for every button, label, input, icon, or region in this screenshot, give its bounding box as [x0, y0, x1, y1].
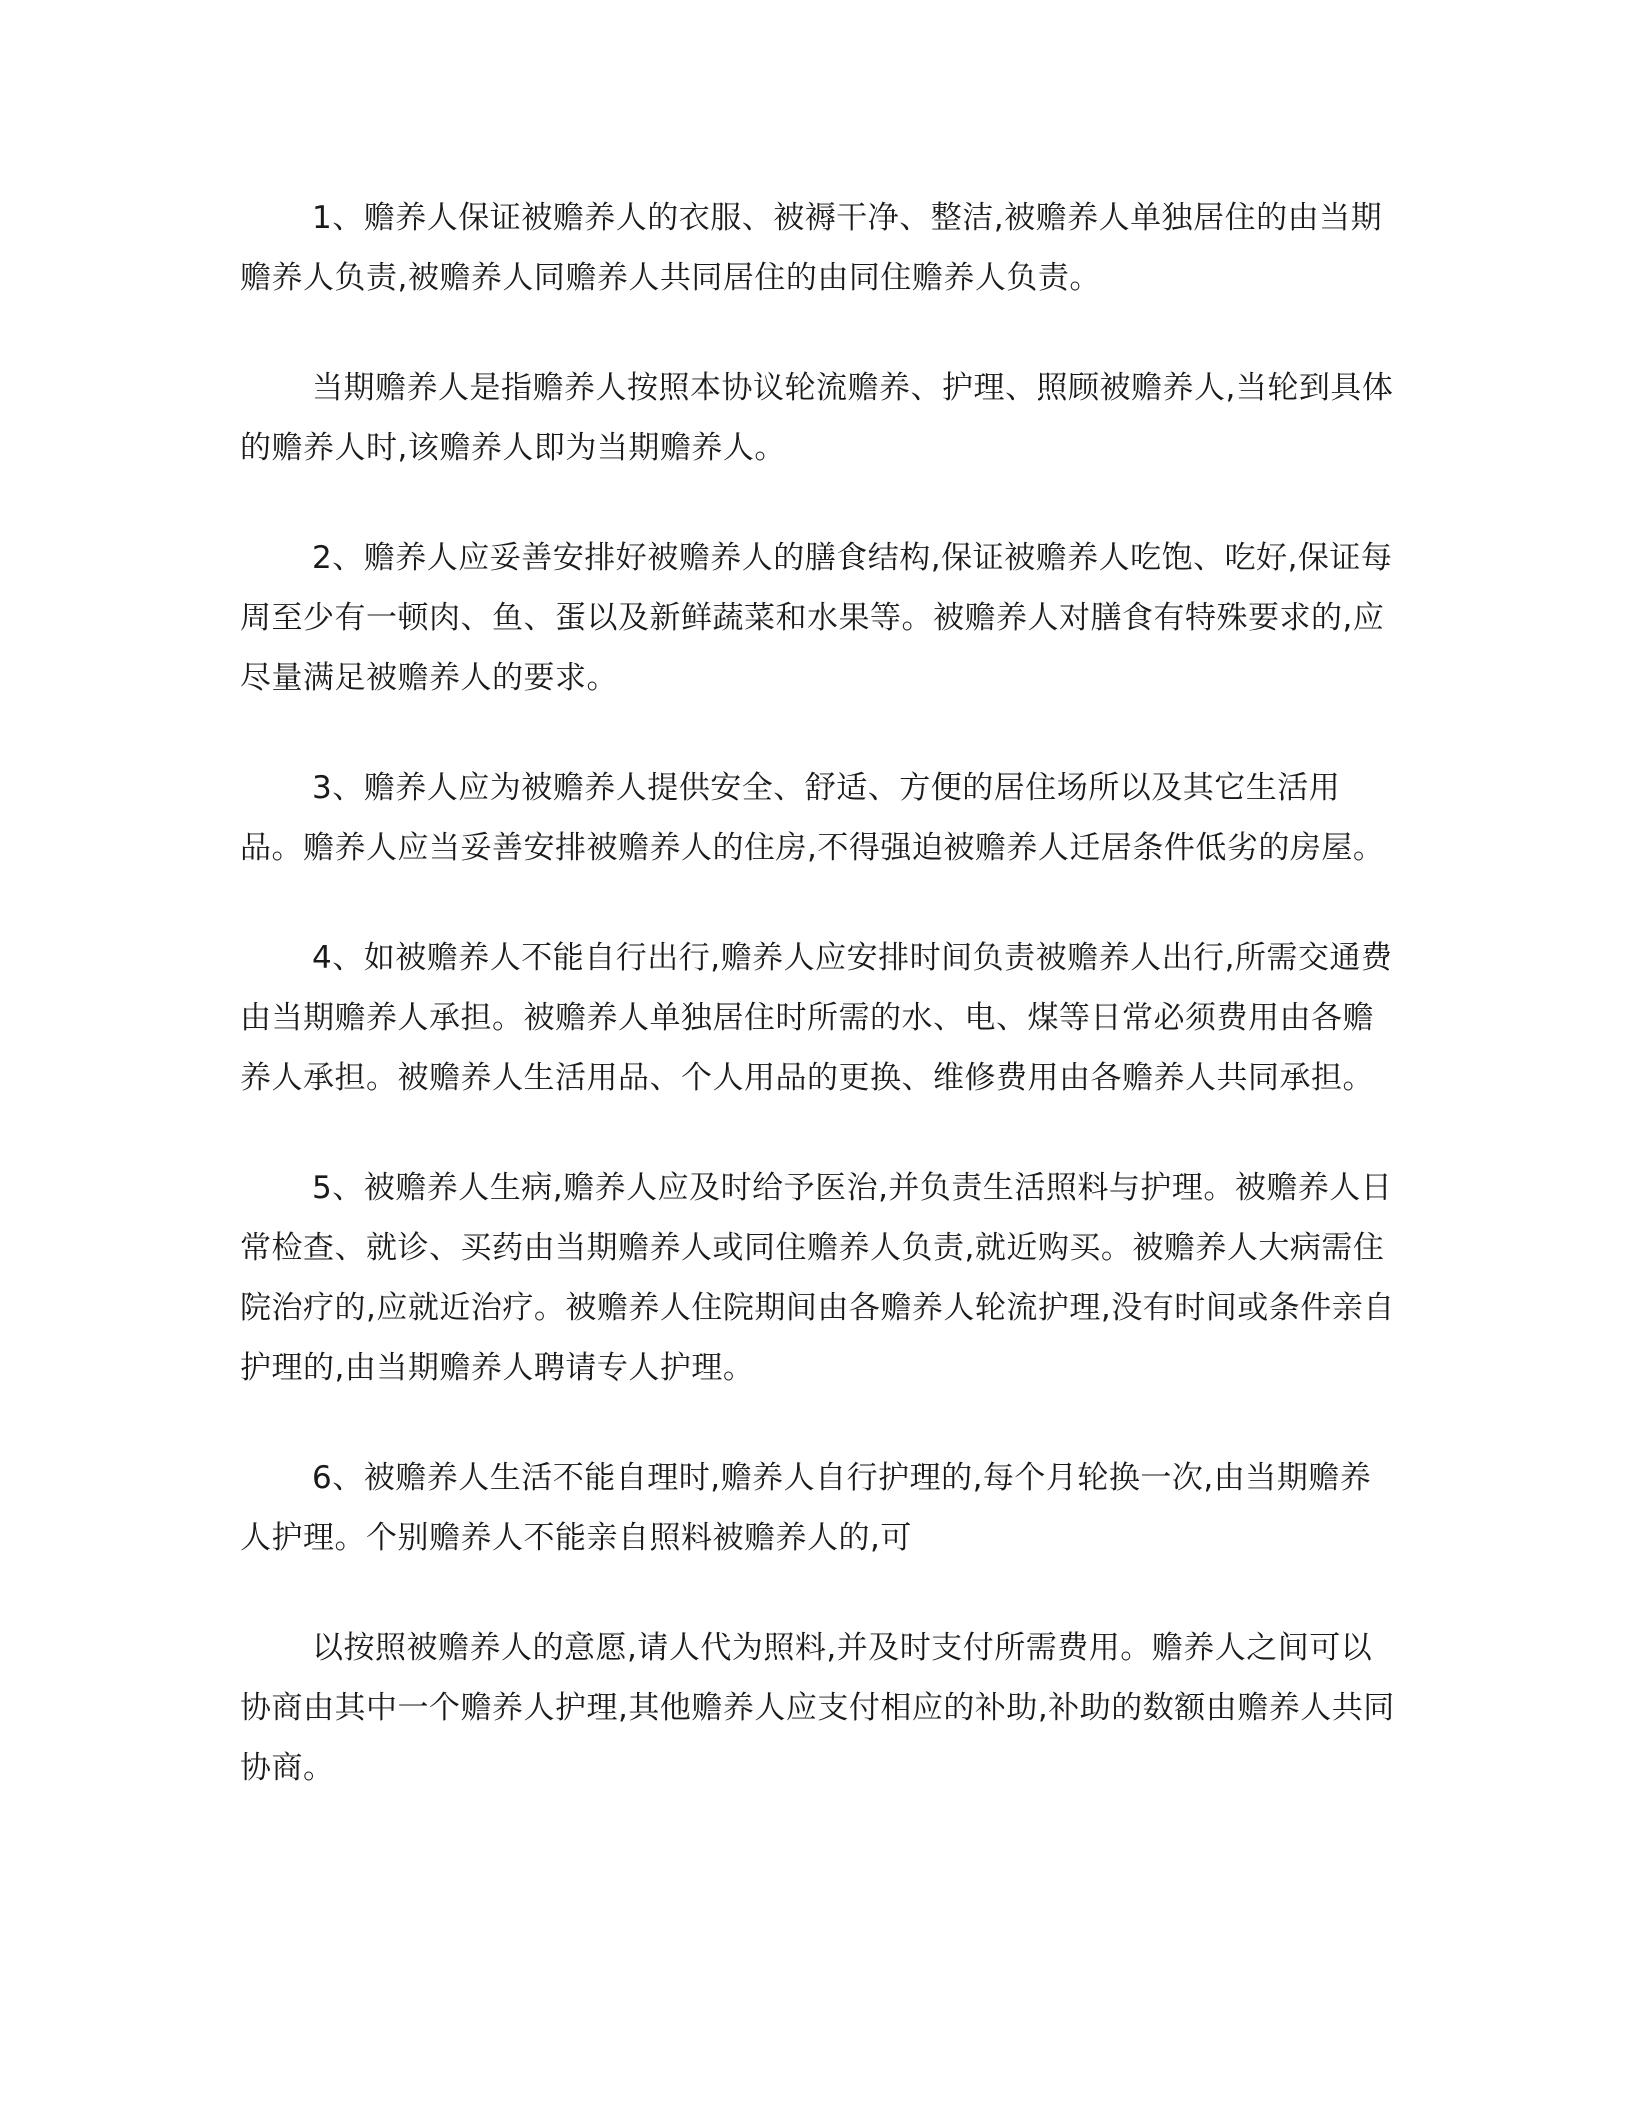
paragraph-5: 4、如被赡养人不能自行出行,赡养人应安排时间负责被赡养人出行,所需交通费由当期赡养人承担。被赡养人单独居住时所需的水、电、煤等日常必须费用由各赡养人承担。被赡养人生活用品、个人用品的更换、维修费用由各赡养人共同承担。: [240, 940, 1393, 1096]
document-body: [240, 188, 1400, 1848]
paragraph-6: 5、被赡养人生病,赡养人应及时给予医治,并负责生活照料与护理。被赡养人日常检查、就诊、买药由当期赡养人或同住赡养人负责,就近购买。被赡养人大病需住院治疗的,应就近治疗。被赡养人住院期间由各赡养人轮流护理,没有时间或条件亲自护理的,由当期赡养人聘请专人护理。: [240, 1170, 1395, 1386]
paragraph-4: 3、赡养人应为被赡养人提供安全、舒适、方便的居住场所以及其它生活用品。赡养人应当妥善安排被赡养人的住房,不得强迫被赡养人迁居条件低劣的房屋。: [240, 770, 1385, 866]
paragraph-8: 以按照被赡养人的意愿,请人代为照料,并及时支付所需费用。赡养人之间可以协商由其中一个赡养人护理,其他赡养人应支付相应的补助,补助的数额由赡养人共同协商。: [240, 1630, 1395, 1786]
paragraph-2: 当期赡养人是指赡养人按照本协议轮流赡养、护理、照顾被赡养人,当轮到具体的赡养人时,该赡养人即为当期赡养人。: [240, 370, 1394, 466]
paragraph-1: 1、赡养人保证被赡养人的衣服、被褥干净、整洁,被赡养人单独居住的由当期赡养人负责,被赡养人同赡养人共同居住的由同住赡养人负责。: [240, 200, 1383, 296]
paragraph-7: 6、被赡养人生活不能自理时,赡养人自行护理的,每个月轮换一次,由当期赡养人护理。个别赡养人不能亲自照料被赡养人的,可: [240, 1460, 1372, 1556]
paragraph-3: 2、赡养人应妥善安排好被赡养人的膳食结构,保证被赡养人吃饱、吃好,保证每周至少有一顿肉、鱼、蛋以及新鲜蔬菜和水果等。被赡养人对膳食有特殊要求的,应尽量满足被赡养人的要求。: [240, 540, 1393, 696]
